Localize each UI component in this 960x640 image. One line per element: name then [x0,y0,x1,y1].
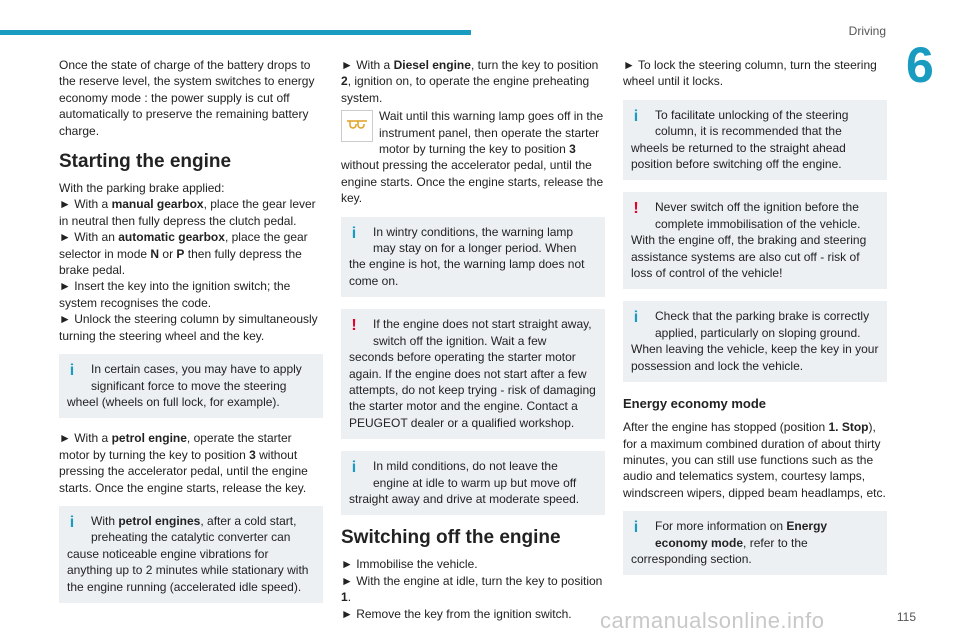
section-title: Driving [848,24,886,38]
info-icon: i [351,224,357,242]
info-note-force: i In certain cases, you may have to apply significant force to move the steering wheel (wheels on full lock, for example). [59,354,323,418]
info-icon: i [69,513,75,531]
step-remove-key: ► Remove the key from the ignition switch. [341,606,572,621]
info-icon: i [633,107,639,125]
step-diesel-engine: ► With a Diesel engine, turn the key to position 2, ignition on, to operate the engine preheating system. [341,58,599,105]
chapter-number: 6 [906,37,934,93]
info-note-unlock: i To facilitate unlocking of the steering column, it is recommended that the wheels be returned to the straight ahead position before switching off the engine. [623,100,887,181]
info-note-parking-brake: i Check that the parking brake is correctly applied, particularly on sloping ground. When leaving the vehicle, keep the key in your possession and lock the vehicle. [623,301,887,382]
info-icon: i [69,362,75,380]
info-note-wintry: i In wintry conditions, the warning lamp may stay on for a longer period. When the engine is hot, the warning lamp does not come on. [341,217,605,298]
column-3 [623,57,887,587]
warning-note-no-start: ! If the engine does not start straight away, switch off the ignition. Wait a few seconds before operating the starter motor again. If the engine does not start after a few attempts, do not keep trying - risk of damaging the starter motor and the engine. Contact a PEUGEOT dealer or a qualified workshop. [341,309,605,439]
step-petrol-engine: ► With a petrol engine, operate the starter motor by turning the key to position 3 without pressing the accelerator pedal, until the engine starts. Once the engine starts, release the key. [59,431,308,495]
info-icon: i [633,519,639,537]
info-icon: i [633,309,639,327]
info-note-mild: i In mild conditions, do not leave the engine at idle to warm up but move off straight away and drive at moderate speed. [341,451,605,515]
step-key-position-1: ► With the engine at idle, turn the key to position 1. [341,573,603,605]
column-2 [341,57,605,632]
preheat-lamp-paragraph: Wait until this warning lamp goes off in the instrument panel, then operate the starter motor by turning the key to position 3 without pressing the accelerator pedal, until the engine starts. Once the engine starts, release the key. [341,109,604,206]
battery-intro: Once the state of charge of the battery drops to the reserve level, the system switches to energy economy mode : the power supply is cut off automatically to preserve the remaining battery charge. [59,58,315,138]
column-1 [59,57,323,615]
warning-note-never-switch-off: ! Never switch off the ignition before the complete immobilisation of the vehicle. With the engine off, the braking and steering assistance systems are also cut off - risk of loss of control of the vehicle! [623,192,887,289]
watermark: carmanualsonline.info [600,608,825,633]
step-immobilise: ► Immobilise the vehicle. [341,557,478,572]
step-lock-steering: ► To lock the steering column, turn the steering wheel until it locks. [623,58,877,89]
preheating-lamp-icon [341,110,373,142]
heading-switching-off: Switching off the engine [341,527,561,549]
heading-energy-economy: Energy economy mode [623,396,767,412]
info-note-petrol: i With petrol engines, after a cold start, preheating the catalytic converter can cause noticeable engine vibrations for anything up to 2 minutes while stationary with the engine running (accelerated idle speed). [59,506,323,603]
step-insert-key: ► Insert the key into the ignition switch; the system recognises the code. [59,279,291,310]
warning-icon: ! [351,317,357,335]
header-accent-bar [0,30,471,35]
step-automatic-gearbox: ► With an automatic gearbox, place the gear selector in mode N or P then fully depress the brake pedal. [59,230,308,278]
brake-applied-text: With the parking brake applied: [59,181,225,196]
page-number: 115 [896,610,916,624]
warning-icon: ! [633,200,639,218]
step-unlock-steering: ► Unlock the steering column by simultaneously turning the steering wheel and the key. [59,312,318,343]
energy-economy-text: After the engine has stopped (position 1. Stop), for a maximum combined duration of about thirty minutes, you can still use functions such as the audio and telematics system, courtesy lamps, windscreen wipers, dipped beam headlamps, etc. [623,420,886,500]
heading-starting-engine: Starting the engine [59,151,232,173]
info-icon: i [351,459,357,477]
step-manual-gearbox: ► With a manual gearbox, place the gear lever in neutral then fully depress the clutch pedal. [59,197,316,228]
info-note-more-info: i For more information on Energy economy mode, refer to the corresponding section. [623,511,887,575]
